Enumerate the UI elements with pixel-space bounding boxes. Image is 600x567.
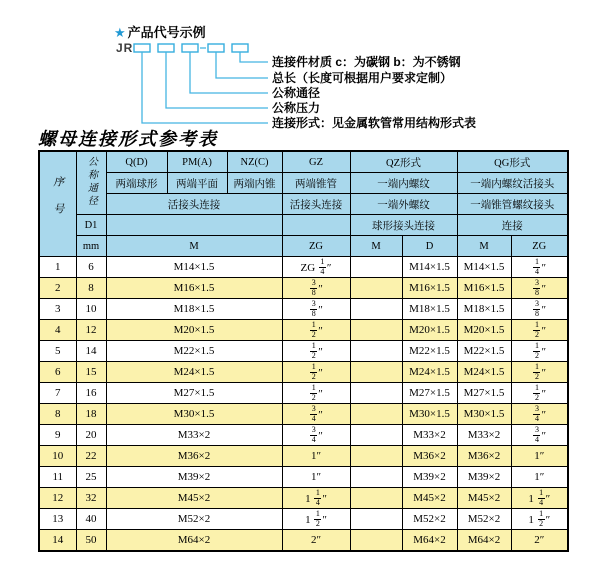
table-cell: 20 (76, 425, 106, 446)
table-cell: M36×2 (106, 446, 282, 467)
table-cell: M27×1.5 (457, 383, 511, 404)
connector-line (190, 52, 268, 93)
table-cell: M24×1.5 (402, 362, 457, 383)
stacked-fraction: $\frac{1}{4}$ (534, 256, 539, 276)
subheader-qd: 两端球形 (106, 173, 167, 194)
subheader-nzc: 两端内锥 (227, 173, 282, 194)
header-qz-row3: 一端外螺纹 (350, 194, 457, 215)
header-unit-qz-d: D (402, 236, 457, 257)
stacked-fraction: $\frac{1}{4}$ (315, 487, 320, 507)
table-cell: M45×2 (402, 488, 457, 509)
table-cell: ZG $\frac{1}{4}$ ″ (282, 257, 350, 278)
stacked-fraction: $\frac{3}{8}$ (534, 277, 539, 297)
stacked-fraction: $\frac{1}{2}$ (315, 508, 320, 528)
table-cell: 10 (76, 299, 106, 320)
header-union-connection-gz: 活接头连接 (282, 194, 350, 215)
table-cell: 2 (39, 278, 76, 299)
table-cell: M22×1.5 (106, 341, 282, 362)
table-cell: M36×2 (402, 446, 457, 467)
header-col-nzc: NZ(C) (227, 151, 282, 173)
stacked-fraction: $\frac{1}{2}$ (534, 319, 539, 339)
connector-line (166, 52, 268, 108)
table-cell: $\frac{1}{2}$ ″ (282, 383, 350, 404)
table-cell: 1 $\frac{1}{4}$ ″ (282, 488, 350, 509)
table-cell: M27×1.5 (106, 383, 282, 404)
table-cell: 12 (39, 488, 76, 509)
header-unit-qg-m: M (457, 236, 511, 257)
table-cell: M45×2 (457, 488, 511, 509)
legend-material: 连接件材质 c：为碳钢 b：为不锈钢 (272, 55, 461, 69)
table-cell: M52×2 (402, 509, 457, 530)
subheader-qg: 一端内螺纹活接头 (457, 173, 568, 194)
table-cell: M33×2 (106, 425, 282, 446)
code-segment-box (208, 44, 224, 52)
table-cell: M22×1.5 (457, 341, 511, 362)
legend-nominal-pressure: 公称压力 (272, 101, 321, 115)
table-row (39, 257, 568, 278)
stacked-fraction: $\frac{1}{2}$ (311, 319, 316, 339)
code-segment-box (182, 44, 198, 52)
table-cell (350, 383, 402, 404)
table-cell: M24×1.5 (457, 362, 511, 383)
table-cell: $\frac{1}{2}$ ″ (511, 341, 568, 362)
table-cell: $\frac{3}{4}$ ″ (511, 425, 568, 446)
table-cell: M20×1.5 (457, 320, 511, 341)
table-cell: $\frac{1}{2}$ ″ (511, 362, 568, 383)
header-qz-row4: 球形接头连接 (350, 215, 457, 236)
stacked-fraction: $\frac{1}{2}$ (311, 382, 316, 402)
stacked-fraction: $\frac{1}{2}$ (311, 340, 316, 360)
table-cell: 11 (39, 467, 76, 488)
table-cell: M52×2 (106, 509, 282, 530)
legend-total-length: 总长（长度可根据用户要求定制） (272, 71, 453, 85)
table-cell: M20×1.5 (402, 320, 457, 341)
header-col-qg: QG形式 (457, 151, 568, 173)
nut-connection-reference-table (38, 150, 569, 552)
connector-line (240, 52, 268, 62)
header-seq: 序号 (39, 151, 76, 257)
table-cell: 1 $\frac{1}{2}$ ″ (282, 509, 350, 530)
table-cell: 32 (76, 488, 106, 509)
table-cell: 2″ (511, 530, 568, 552)
table-cell: M39×2 (106, 467, 282, 488)
table-cell: 6 (39, 362, 76, 383)
stacked-fraction: $\frac{1}{2}$ (311, 361, 316, 381)
table-cell: M39×2 (457, 467, 511, 488)
header-col-qz: QZ形式 (350, 151, 457, 173)
table-cell: $\frac{3}{8}$ ″ (282, 299, 350, 320)
table-cell: 15 (76, 362, 106, 383)
table-cell: 1 $\frac{1}{2}$ ″ (511, 509, 568, 530)
header-empty-gz (282, 215, 350, 236)
table-cell: M33×2 (457, 425, 511, 446)
table-cell: 2″ (282, 530, 350, 552)
legend-nominal-diameter: 公称通径 (272, 86, 321, 100)
table-cell: 1″ (282, 446, 350, 467)
table-row (39, 383, 568, 404)
product-code-heading-text: 产品代号示例 (127, 25, 206, 40)
stacked-fraction: $\frac{1}{4}$ (539, 487, 544, 507)
stacked-fraction: $\frac{1}{2}$ (539, 508, 544, 528)
stacked-fraction: $\frac{3}{4}$ (311, 424, 316, 444)
table-cell: M64×2 (106, 530, 282, 552)
table-cell: $\frac{1}{2}$ ″ (282, 362, 350, 383)
table-row (39, 488, 568, 509)
table-cell: M30×1.5 (457, 404, 511, 425)
table-cell: 14 (76, 341, 106, 362)
table-cell: 9 (39, 425, 76, 446)
table-cell: M45×2 (106, 488, 282, 509)
header-mm: mm (76, 236, 106, 257)
table-cell: 8 (76, 278, 106, 299)
table-cell (350, 488, 402, 509)
table-cell (350, 341, 402, 362)
legend-connection-form: 连接形式：见金属软管常用结构形式表 (272, 116, 477, 130)
table-cell: M18×1.5 (106, 299, 282, 320)
header-col-pma: PM(A) (167, 151, 227, 173)
table-cell: M14×1.5 (402, 257, 457, 278)
header-unit-qz-m: M (350, 236, 402, 257)
header-unit-zg: ZG (282, 236, 350, 257)
table-cell: M52×2 (457, 509, 511, 530)
stacked-fraction: $\frac{3}{8}$ (311, 277, 316, 297)
table-header (39, 151, 568, 257)
table-cell (350, 320, 402, 341)
table-cell: $\frac{3}{4}$ ″ (282, 425, 350, 446)
header-qg-row4: 连接 (457, 215, 568, 236)
table-cell: $\frac{1}{2}$ ″ (511, 320, 568, 341)
table-cell: $\frac{1}{2}$ ″ (282, 341, 350, 362)
table-cell: M18×1.5 (457, 299, 511, 320)
table-cell: M39×2 (402, 467, 457, 488)
table-cell (350, 299, 402, 320)
table-cell: M30×1.5 (106, 404, 282, 425)
table-cell: M16×1.5 (402, 278, 457, 299)
code-segment-box (158, 44, 174, 52)
table-cell (350, 467, 402, 488)
code-prefix: JR (116, 41, 134, 55)
table-row (39, 509, 568, 530)
table-cell: 1″ (511, 467, 568, 488)
table-cell: $\frac{1}{2}$ ″ (511, 383, 568, 404)
table-cell: 12 (76, 320, 106, 341)
table-cell: 50 (76, 530, 106, 552)
table-cell: M14×1.5 (106, 257, 282, 278)
stacked-fraction: $\frac{1}{2}$ (534, 382, 539, 402)
table-cell: $\frac{3}{8}$ ″ (511, 278, 568, 299)
header-unit-qg-zg: ZG (511, 236, 568, 257)
table-row (39, 362, 568, 383)
header-col-gz: GZ (282, 151, 350, 173)
table-cell: 18 (76, 404, 106, 425)
table-cell: 8 (39, 404, 76, 425)
stacked-fraction: $\frac{3}{8}$ (534, 298, 539, 318)
table-cell: M27×1.5 (402, 383, 457, 404)
subheader-gz: 两端锥管 (282, 173, 350, 194)
table-cell (350, 425, 402, 446)
table-row (39, 341, 568, 362)
table-cell: 3 (39, 299, 76, 320)
table-cell: 14 (39, 530, 76, 552)
table-cell: M20×1.5 (106, 320, 282, 341)
table-cell: 1″ (282, 467, 350, 488)
table-cell (350, 257, 402, 278)
table-row (39, 467, 568, 488)
header-d1: D1 (76, 215, 106, 236)
table-cell: $\frac{3}{8}$ ″ (511, 299, 568, 320)
table-cell (350, 362, 402, 383)
table-cell: M30×1.5 (402, 404, 457, 425)
stacked-fraction: $\frac{3}{4}$ (534, 424, 539, 444)
table-row (39, 425, 568, 446)
table-cell: 4 (39, 320, 76, 341)
header-unit-m: M (106, 236, 282, 257)
table-cell: $\frac{3}{4}$ ″ (511, 404, 568, 425)
table-cell: 13 (39, 509, 76, 530)
table-cell: $\frac{3}{4}$ ″ (282, 404, 350, 425)
table-row (39, 299, 568, 320)
table-cell: M18×1.5 (402, 299, 457, 320)
subheader-qz: 一端内螺纹 (350, 173, 457, 194)
connector-line (216, 52, 268, 78)
table-title: 螺母连接形式参考表 (38, 129, 218, 150)
table-cell (350, 446, 402, 467)
table-row (39, 404, 568, 425)
table-cell: $\frac{1}{2}$ ″ (282, 320, 350, 341)
star-icon: ★ (114, 25, 126, 40)
table-cell (350, 530, 402, 552)
header-qg-row3: 一端锥管螺纹接头 (457, 194, 568, 215)
stacked-fraction: $\frac{3}{4}$ (534, 403, 539, 423)
table-cell: 25 (76, 467, 106, 488)
code-segment-box (232, 44, 248, 52)
table-row (39, 530, 568, 552)
table-cell: M16×1.5 (457, 278, 511, 299)
stacked-fraction: $\frac{3}{8}$ (311, 298, 316, 318)
table-cell: 5 (39, 341, 76, 362)
table-cell: 40 (76, 509, 106, 530)
table-cell: 16 (76, 383, 106, 404)
table-cell: 6 (76, 257, 106, 278)
subheader-pma: 两端平面 (167, 173, 227, 194)
table-cell: 1 $\frac{1}{4}$ ″ (511, 488, 568, 509)
table-cell: M24×1.5 (106, 362, 282, 383)
table-cell: M36×2 (457, 446, 511, 467)
table-body (39, 257, 568, 552)
stacked-fraction: $\frac{1}{2}$ (534, 340, 539, 360)
table-cell: M14×1.5 (457, 257, 511, 278)
table-cell (350, 509, 402, 530)
table-cell: M64×2 (457, 530, 511, 552)
table-row (39, 278, 568, 299)
stacked-fraction: $\frac{1}{4}$ (320, 256, 325, 276)
table-cell (350, 404, 402, 425)
table-cell: 1″ (511, 446, 568, 467)
table-row (39, 446, 568, 467)
table-row (39, 320, 568, 341)
header-dn: 公称通径 (76, 151, 106, 215)
stacked-fraction: $\frac{3}{4}$ (311, 403, 316, 423)
header-empty-qpmnz (106, 215, 282, 236)
table-cell: 10 (39, 446, 76, 467)
table-cell: M33×2 (402, 425, 457, 446)
table-cell: 1 (39, 257, 76, 278)
table-cell: 22 (76, 446, 106, 467)
stacked-fraction: $\frac{1}{2}$ (534, 361, 539, 381)
header-union-connection: 活接头连接 (106, 194, 282, 215)
table-cell: $\frac{3}{8}$ ″ (282, 278, 350, 299)
code-segment-box (134, 44, 150, 52)
table-cell: M64×2 (402, 530, 457, 552)
table-cell (350, 278, 402, 299)
table-cell: $\frac{1}{4}$ ″ (511, 257, 568, 278)
table-cell: M22×1.5 (402, 341, 457, 362)
table-cell: 7 (39, 383, 76, 404)
header-col-qd: Q(D) (106, 151, 167, 173)
table-cell: M16×1.5 (106, 278, 282, 299)
